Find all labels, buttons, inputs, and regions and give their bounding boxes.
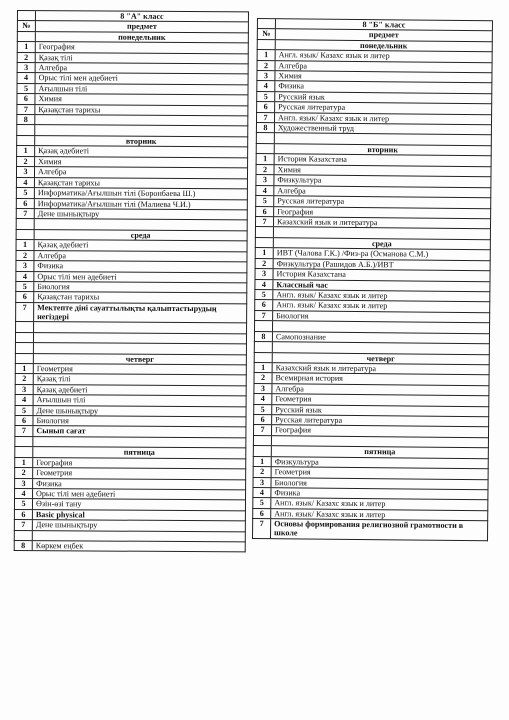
lesson-row: 5 Русская литература — [255, 196, 491, 209]
lesson-row: 2 Геометрия — [14, 468, 246, 480]
day-header-thursday: четверг — [125, 354, 155, 364]
lesson-row: 4 Физика — [252, 488, 488, 501]
class-b-schedule-table — [252, 18, 493, 541]
lesson-row: 3 Алгебра — [17, 63, 249, 75]
lesson-row: 5 Биология — [15, 282, 247, 294]
lesson-row: 4 Ағылшын тілі — [15, 395, 247, 407]
lesson-row: 2 Физкультура (Рашидов А.Б.)/ИВТ — [255, 259, 491, 272]
lesson-row: 2 Химия — [255, 165, 491, 178]
lesson-row: 5 Англ. язык/ Казахс язык и литер — [254, 290, 490, 303]
lesson-row: 6 Информатика/Ағылшын тілі (Малиева Ч.И.) — [16, 198, 248, 210]
lesson-row: 6 Англ. язык/ Казахс язык и литер — [252, 509, 488, 522]
class-a-title: 8 "А" класс — [120, 11, 164, 21]
lesson-row: 3 Химия — [256, 71, 492, 84]
lesson-row: 5 Информатика/Ағылшын тілі (Боронбаева Ш.) — [16, 188, 248, 200]
lesson-row: 2 Химия — [16, 157, 248, 169]
lesson-row: 2 Всемирная история — [253, 373, 489, 386]
lesson-row: 2 Алгебра — [15, 251, 247, 263]
lesson-row: 1 География — [14, 458, 246, 470]
lesson-row: 5 Англ. язык/ Казахс язык и литер — [252, 498, 488, 511]
subject-header: предмет — [368, 30, 399, 40]
lesson-row: 4 Геометрия — [253, 394, 489, 407]
lesson-row: 6 Basic physical — [14, 510, 246, 522]
lesson-row: 4 Физика — [256, 81, 492, 94]
lesson-row: 6 Русская литература — [253, 415, 489, 428]
lesson-row: 1 Англ. язык/ Казахс язык и литер — [257, 50, 493, 63]
class-b-title: 8 "Б" класс — [362, 20, 406, 30]
lesson-row: 4 Алгебра — [255, 186, 491, 199]
lesson-row: 4 Қазақстан тарихы — [16, 178, 248, 190]
day-header-monday: понедельник — [360, 40, 408, 51]
lesson-row: 8 Көркем еңбек — [14, 541, 246, 553]
lesson-row: 5 Ағылшын тілі — [16, 84, 248, 96]
lesson-row: 2 Геометрия — [253, 467, 489, 480]
lesson-row: 6 Биология — [14, 416, 246, 428]
lesson-row: 7 Мектепте діні сауаттылықты қалыптастырудың негіздері — [15, 303, 247, 324]
lesson-row: 1 История Казахстана — [256, 154, 492, 167]
lesson-row: 2 Алгебра — [256, 61, 492, 74]
lesson-row: 1 Казахский язык и литература — [254, 363, 490, 376]
lesson-row: 3 Алгебра — [253, 384, 489, 397]
day-header-monday: понедельник — [118, 32, 166, 42]
lesson-row: 1 ИВТ (Чалова Г.К.) /Физ-ра (Османова С.М.) — [255, 248, 491, 261]
number-header: № — [18, 21, 36, 31]
lesson-row: 5 Русский язык — [253, 405, 489, 418]
day-header-friday: пятница — [123, 448, 155, 458]
lesson-row: 2 Қазақ тілі — [15, 374, 247, 386]
lesson-row: 7 Казахский язык и литература — [255, 217, 491, 230]
lesson-row: 7 География — [253, 425, 489, 438]
lesson-row: 2 Қазақ тілі — [17, 53, 249, 65]
lesson-row: 7 Биология — [254, 311, 490, 324]
day-header-tuesday: вторник — [125, 136, 157, 146]
lesson-row: 6 Русская литература — [256, 102, 492, 115]
lesson-row: 6 Қазақстан тарихы — [15, 292, 247, 304]
lesson-row: 1 География — [17, 42, 249, 54]
lesson-row: 6 География — [255, 206, 491, 219]
lesson-row: 1 Қазақ әдебиеті — [16, 240, 248, 252]
lesson-row: 3 Физика — [14, 479, 246, 491]
lesson-row: 8 — [16, 115, 248, 127]
lesson-row: 6 Англ. язык/ Казахс язык и литер — [254, 300, 490, 313]
lesson-row: 3 Физкультура — [255, 175, 491, 188]
day-header-thursday: четверг — [366, 353, 395, 363]
class-a-schedule-table — [14, 10, 249, 553]
lesson-row: 8 Художественный труд — [256, 123, 492, 136]
lesson-row: 7 Дене шынықтыру — [16, 209, 248, 221]
lesson-row: 3 Физика — [15, 261, 247, 273]
lesson-row: 7 Дене шынықтыру — [14, 520, 246, 532]
lesson-row: 3 Қазақ әдебиеті — [15, 385, 247, 397]
day-header-wednesday: среда — [130, 230, 151, 240]
lesson-row: 8 Самопознание — [254, 332, 490, 345]
lesson-row: 1 Физкультура — [253, 457, 489, 470]
number-header: № — [258, 29, 276, 39]
day-header-wednesday: среда — [371, 239, 392, 249]
lesson-row: 4 Орыс тілі мен әдебиеті — [14, 489, 246, 501]
lesson-row: 3 Алгебра — [16, 167, 248, 179]
lesson-row: 7 Қазақстан тарихы — [16, 105, 248, 117]
lesson-row: 7 Англ. язык/ Казахс язык и литер — [256, 113, 492, 126]
lesson-row: 7 Сынып сағат — [14, 426, 246, 438]
day-header-tuesday: вторник — [367, 145, 399, 155]
day-header-friday: пятница — [364, 447, 396, 457]
lesson-row: 7 Основы формирования религиозной грамотности в школе — [252, 519, 488, 541]
lesson-row: 6 Химия — [16, 94, 248, 106]
lesson-row: 1 Геометрия — [15, 364, 247, 376]
lesson-row: 1 Қазақ әдебиеті — [16, 146, 248, 158]
lesson-row: 5 Русский язык — [256, 92, 492, 105]
subject-header: предмет — [126, 22, 157, 32]
lesson-row: 5 Дене шынықтыру — [15, 406, 247, 418]
lesson-row: 4 Орыс тілі мен әдебиеті — [17, 73, 249, 85]
lesson-row: 3 Биология — [252, 478, 488, 491]
lesson-row: 5 Өзін-өзі тану — [14, 499, 246, 511]
lesson-row: 3 История Казахстана — [254, 269, 490, 282]
lesson-row: 4 Классный час — [254, 280, 490, 293]
lesson-row: 4 Орыс тілі мен әдебиеті — [15, 272, 247, 284]
